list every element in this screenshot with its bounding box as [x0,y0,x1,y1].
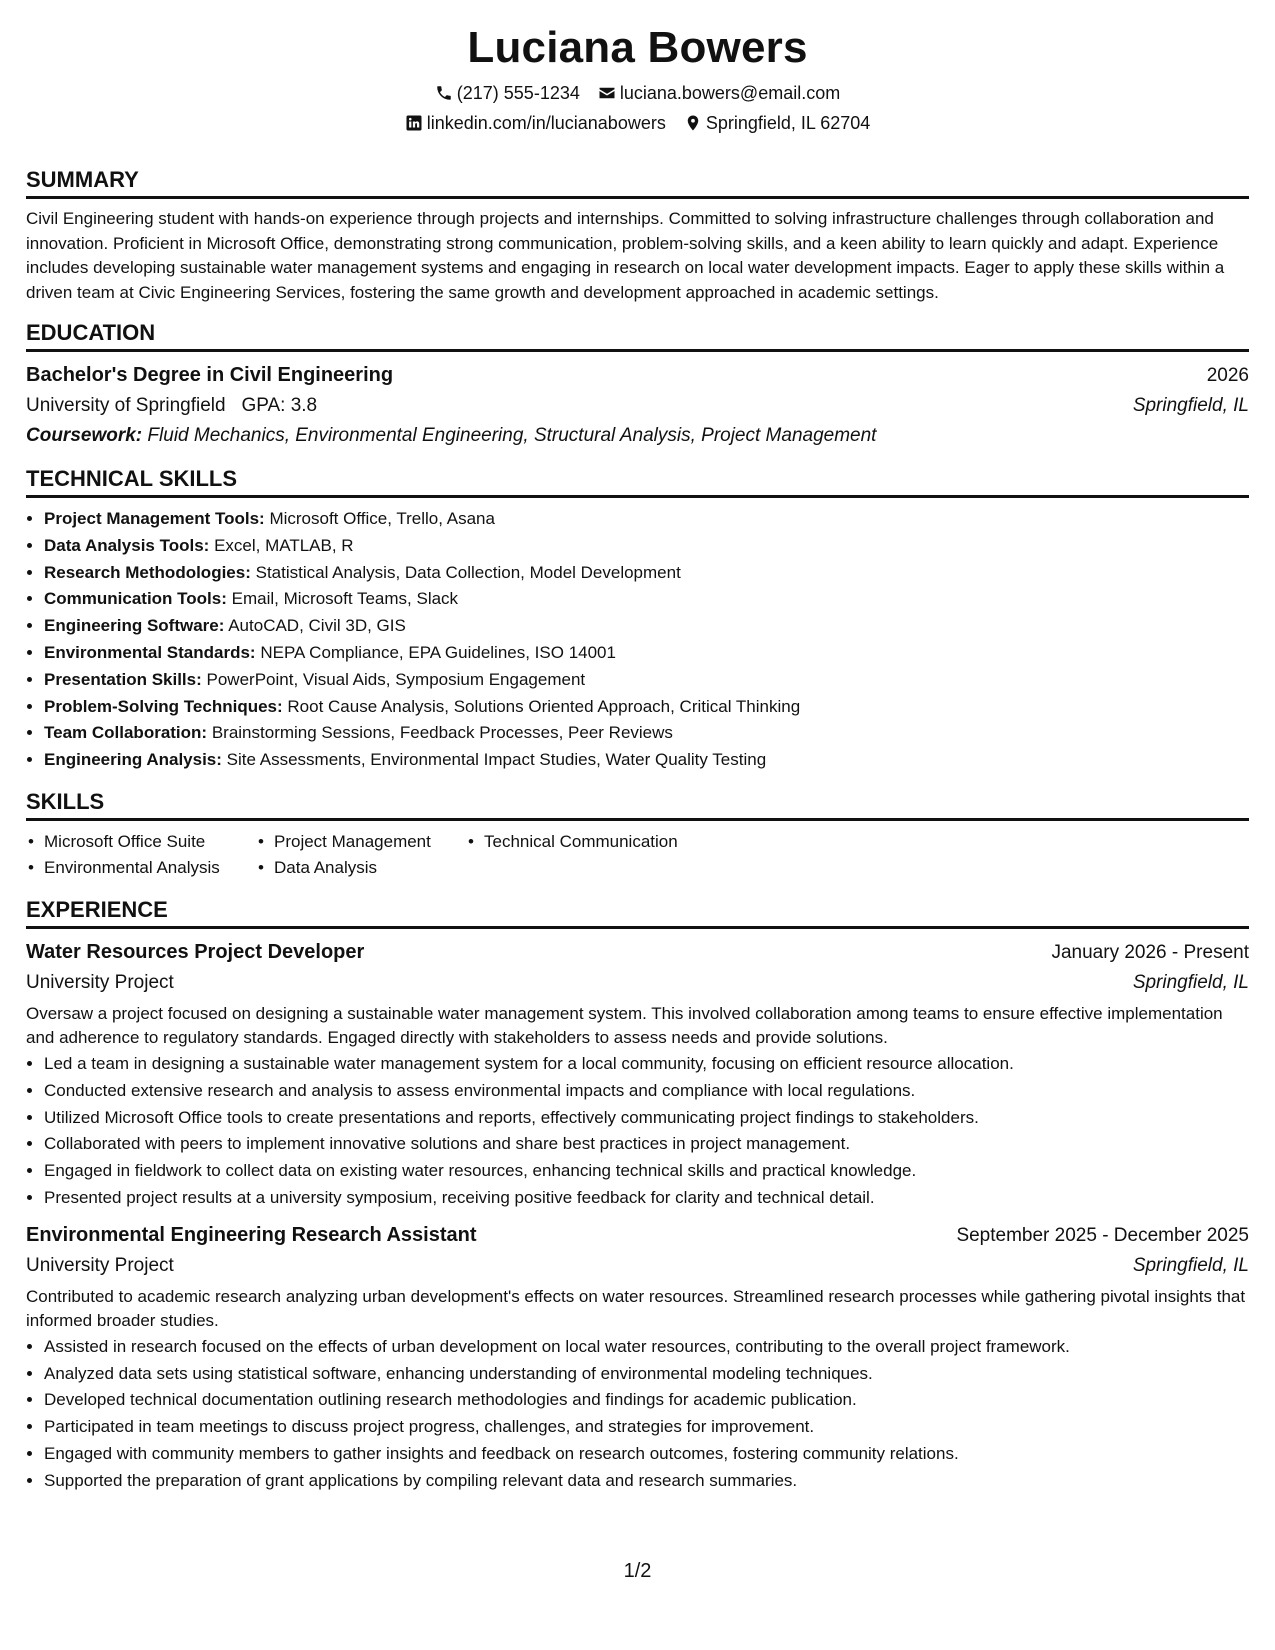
job-description: Contributed to academic research analyzing urban development's effects on water resources. Streamlined research processes while gathering pivotal insights that informed broader studies. [26,1286,1246,1331]
skill-value: Statistical Analysis, Data Collection, Model Development [255,562,681,582]
phone-number: (217) 555-1234 [456,83,580,103]
list-item [44,667,1249,694]
skill-value: Site Assessments, Environmental Impact Studies, Water Quality Testing [226,750,767,770]
skill-label: Presentation Skills: [44,669,202,689]
list-item: • Conducted extensive research and analysis to assess environmental impacts and compliance with local regulations. [44,1078,1249,1105]
list-item: • Analyzed data sets using statistical software, enhancing understanding of environmental modeling techniques. [44,1361,1249,1388]
envelope-icon [598,84,616,102]
coursework-line [26,421,1249,451]
list-item: • Collaborated with peers to implement innovative solutions and share best practices in project management. [44,1131,1249,1158]
list-item [44,613,1249,640]
skill-value: Root Cause Analysis, Solutions Oriented Approach, Critical Thinking [287,696,801,716]
job-title-row [26,937,1249,968]
list-item: • Participated in team meetings to discuss project progress, challenges, and strategies for improvement. [44,1414,1249,1441]
list-item [44,640,1249,667]
skill-label: Environmental Standards: [44,642,256,662]
skill-label: Engineering Software: [44,616,225,636]
job-bullets [26,1051,1249,1212]
skill-value: NEPA Compliance, EPA Guidelines, ISO 14001 [260,642,616,662]
job-location: Springfield, IL [1132,971,1249,993]
map-pin-icon [684,114,702,132]
job-location: Springfield, IL [1132,1254,1249,1276]
list-item: • Presented project results at a university symposium, receiving positive feedback for clarity and technical detail. [44,1185,1249,1212]
email-address[interactable]: luciana.bowers@email.com [619,83,841,103]
phone-contact [435,80,580,106]
contact-row-1 [26,80,1249,106]
degree-title: Bachelor's Degree in Civil Engineering [26,364,394,386]
page-number: 1/2 [623,1560,652,1582]
phone-icon [435,84,453,102]
job-org-row [26,968,1249,998]
linkedin-contact[interactable] [405,110,666,136]
skill-item: • Technical Communication [484,829,744,856]
school-name: University of Springfield [26,395,226,416]
skill-item: • Project Management [274,829,484,856]
list-item: • Utilized Microsoft Office tools to create presentations and reports, effectively communicating project findings to stakeholders. [44,1105,1249,1132]
skill-label: Project Management Tools: [44,509,265,528]
list-item: • Led a team in designing a sustainable water management system for a local community, focusing on efficient resource allocation. [44,1051,1249,1078]
job-org: University Project [26,1254,174,1276]
list-item: • Engaged in fieldwork to collect data on existing water resources, enhancing technical skills and practical knowledge. [44,1158,1249,1185]
job-dates: September 2025 - December 2025 [956,1224,1249,1246]
job-title: Water Resources Project Developer [26,940,365,963]
skill-item: • Microsoft Office Suite [44,829,274,856]
skills-heading: SKILLS [26,788,1249,821]
skill-value: Brainstorming Sessions, Feedback Processes, Peer Reviews [211,723,673,743]
education-heading: EDUCATION [26,319,1249,352]
skill-label: Research Methodologies: [44,562,251,582]
list-item [44,533,1249,560]
skill-label: Communication Tools: [44,589,227,609]
list-item: • Supported the preparation of grant applications by compiling relevant data and research summaries. [44,1468,1249,1495]
job-bullets [26,1334,1249,1495]
job-title-row [26,1220,1249,1251]
skill-value: Excel, MATLAB, R [214,535,354,555]
summary-text: Civil Engineering student with hands-on experience through projects and internships. Committed to solving infrastructure challenges through collaboration and innovation. Proficient in Microsoft Office, demonstrating strong communication, problem-solving skills, and a keen ability to learn quickly and adapt. Experience includes developing sustainable water management systems and engaging in research on local water development impacts. Eager to apply these skills within a driven team at Civic Engineering Services, fostering the same growth and development approached in academic settings. [26,209,1225,302]
skill-label: Data Analysis Tools: [44,535,210,555]
coursework-label: Coursework: [26,425,143,446]
job-org-row [26,1251,1249,1281]
skill-label: Problem-Solving Techniques: [44,696,283,716]
skill-value: AutoCAD, Civil 3D, GIS [228,616,406,636]
list-item: • Developed technical documentation outlining research methodologies and findings for academic publication. [44,1387,1249,1414]
skill-item: • Data Analysis [274,855,484,882]
skill-value: Email, Microsoft Teams, Slack [231,589,459,609]
list-item [44,694,1249,721]
list-item [44,560,1249,587]
contact-row-2 [26,110,1249,136]
list-item [44,586,1249,613]
list-item [44,506,1249,533]
list-item: • Engaged with community members to gather insights and feedback on research outcomes, fostering community relations. [44,1441,1249,1468]
skills-list [26,829,1249,882]
gpa: GPA: 3.8 [241,395,318,416]
school-location: Springfield, IL [1132,395,1249,416]
experience-heading: EXPERIENCE [26,896,1249,929]
location-text: Springfield, IL 62704 [705,113,871,133]
linkedin-url[interactable]: linkedin.com/in/lucianabowers [426,113,666,133]
email-contact[interactable] [598,80,840,106]
experience-entry [26,937,1249,1212]
job-dates: January 2026 - Present [1051,941,1249,963]
technical-skills-list [26,506,1249,774]
coursework-list: Fluid Mechanics, Environmental Engineering, Structural Analysis, Project Management [147,425,877,446]
candidate-name: Luciana Bowers [467,23,808,72]
resume-page [26,0,1249,1503]
skill-value: Microsoft Office, Trello, Asana [269,509,495,528]
job-description: Oversaw a project focused on designing a sustainable water management system. This involved collaboration among teams to ensure effective implementation and adherence to regulatory standards. Engaged directly with stakeholders to assess needs and provide solutions. [26,1003,1223,1048]
list-item: • Assisted in research focused on the effects of urban development on local water resources, contributing to the overall project framework. [44,1334,1249,1361]
skill-label: Engineering Analysis: [44,750,222,770]
summary-heading: SUMMARY [26,166,1249,199]
experience-entry [26,1220,1249,1495]
list-item [44,747,1249,774]
job-title: Environmental Engineering Research Assistant [26,1223,477,1246]
education-title-row [26,360,1249,391]
linkedin-icon [405,114,423,132]
education-school-row [26,391,1249,421]
list-item [44,720,1249,747]
skill-label: Team Collaboration: [44,723,208,743]
graduation-year: 2026 [1206,365,1249,386]
job-org: University Project [26,971,174,993]
technical-skills-heading: TECHNICAL SKILLS [26,465,1249,498]
skill-value: PowerPoint, Visual Aids, Symposium Engagement [206,669,586,689]
skill-item: • Environmental Analysis [44,855,274,882]
school-info [26,391,317,421]
location-contact [684,110,870,136]
